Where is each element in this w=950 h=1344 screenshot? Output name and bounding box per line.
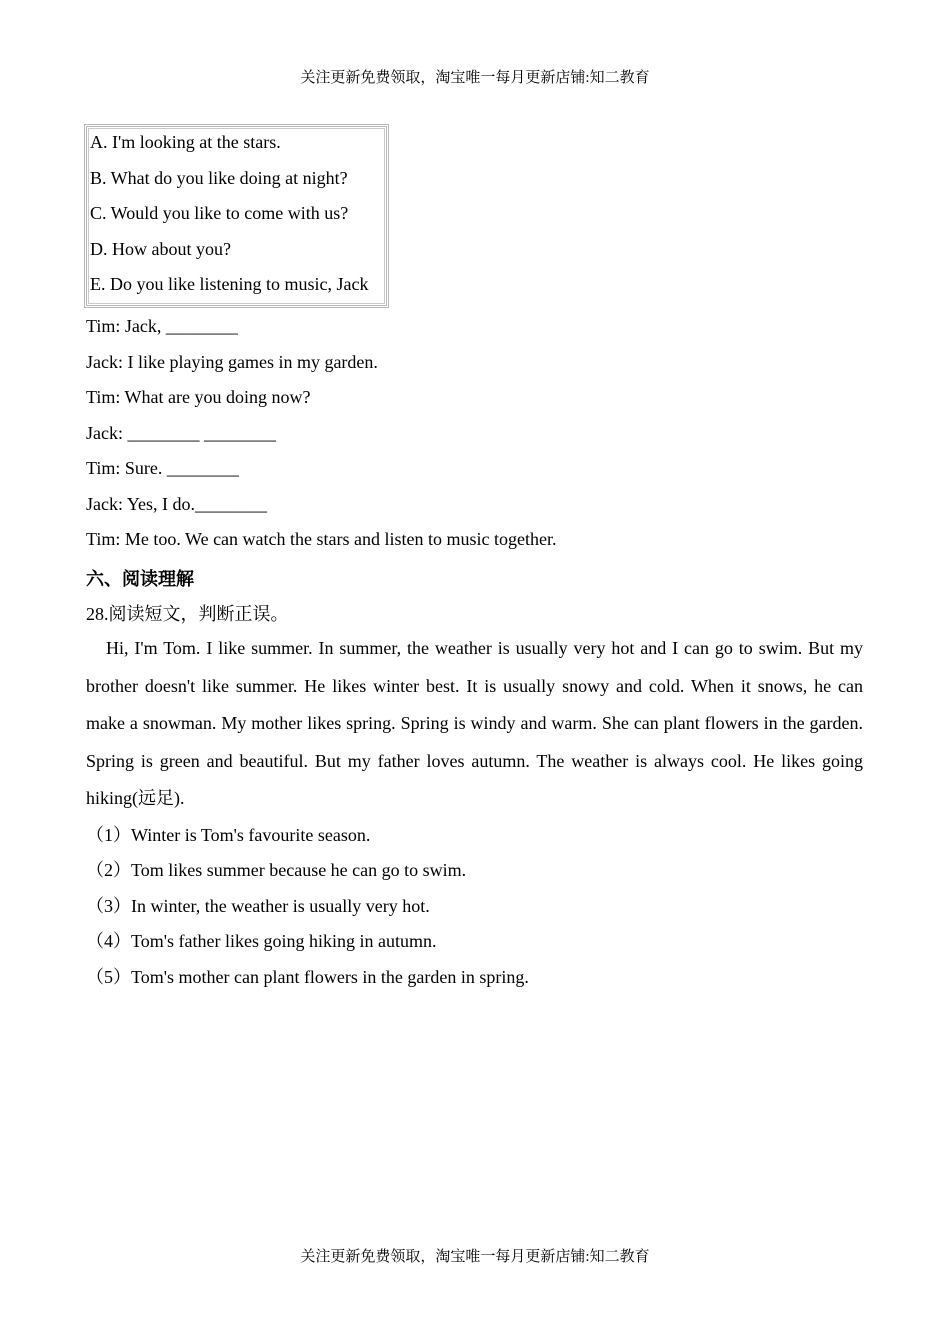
- statement-item: （2）Tom likes summer because he can go to swim.: [86, 860, 467, 880]
- question-prompt: 28.阅读短文，判断正误。: [86, 604, 289, 624]
- statement-item: （1）Winter is Tom's favourite season.: [86, 825, 371, 845]
- dialogue-line: Jack: I like playing games in my garden.: [86, 352, 378, 372]
- option-c: C. Would you like to come with us?: [90, 203, 349, 223]
- option-d: D. How about you?: [90, 239, 231, 259]
- option-e: E. Do you like listening to music, Jack: [90, 274, 369, 294]
- options-box: [84, 124, 389, 308]
- statement-item: （3）In winter, the weather is usually very hot.: [86, 896, 430, 916]
- dialogue-line: Jack: Yes, I do.________: [86, 494, 268, 514]
- dialogue-line: Tim: Sure. ________: [86, 458, 239, 478]
- option-a: A. I'm looking at the stars.: [90, 132, 281, 152]
- page-header: 关注更新免费领取，淘宝唯一每月更新店铺:知二教育: [300, 70, 650, 86]
- option-b: B. What do you like doing at night?: [90, 168, 348, 188]
- statement-item: （5）Tom's mother can plant flowers in the garden in spring.: [86, 967, 529, 987]
- reading-passage: [86, 630, 863, 818]
- passage-text: Hi, I'm Tom. I like summer. In summer, the weather is usually very hot and I can go to swim. But my brother doesn't like summer. He likes winter best. It is usually snowy and cold. When it snows, he can make a snowman. My mother likes spring. Spring is windy and warm. She can plant flowers in the garden. Spring is green and beautiful. But my father loves autumn. The weather is always cool. He likes going hiking(远足).: [86, 638, 863, 808]
- dialogue-line: Tim: Me too. We can watch the stars and listen to music together.: [86, 529, 557, 549]
- section-title: 六、阅读理解: [86, 569, 194, 589]
- dialogue-line: Jack: ________ ________: [86, 423, 276, 443]
- page-footer: 关注更新免费领取，淘宝唯一每月更新店铺:知二教育: [300, 1249, 650, 1265]
- statement-item: （4）Tom's father likes going hiking in autumn.: [86, 931, 437, 951]
- dialogue-line: Tim: What are you doing now?: [86, 387, 311, 407]
- dialogue-line: Tim: Jack, ________: [86, 316, 238, 336]
